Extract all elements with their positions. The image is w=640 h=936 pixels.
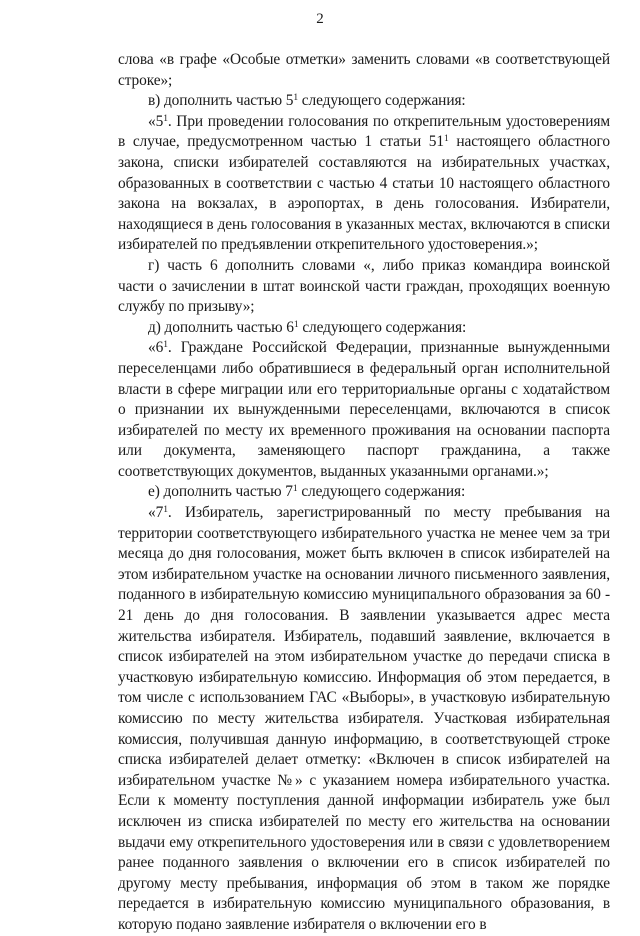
paragraph-text: настоящего областного закона, списки избирателей составляются на избирательных участках, образованных в соответствии с частью 4 статьи 10 настоящего областного закона на вокзалах, в аэропортах, в день голосования. Избиратели, находящиеся в день голосования в указанных местах, включаются в списки избирателей по предъявлении открепительного удостоверения.»; bbox=[118, 133, 610, 254]
document-paragraph bbox=[118, 112, 610, 256]
superscript-index: 1 bbox=[444, 133, 449, 145]
superscript-index: 1 bbox=[163, 112, 168, 124]
document-paragraph bbox=[118, 256, 610, 318]
superscript-index: 1 bbox=[293, 318, 299, 330]
superscript-index: 1 bbox=[293, 91, 299, 103]
paragraph-text: следующего содержания: bbox=[298, 318, 467, 336]
paragraph-text: следующего содержания: bbox=[297, 483, 466, 501]
page-number: 2 bbox=[316, 11, 324, 27]
superscript-index: 1 bbox=[163, 503, 168, 515]
superscript-index: 1 bbox=[292, 483, 298, 495]
document-paragraph bbox=[118, 91, 610, 112]
paragraph-text: слова «в графе «Особые отметки» заменить словами «в соответствующей строке»; bbox=[118, 51, 610, 89]
document-paragraph bbox=[118, 503, 610, 935]
paragraph-text: . Граждане Российской Федерации, признанные вынужденными переселенцами либо обратившиеся в федеральный орган исполнительной власти в сфере миграции или его территориальные органы с ходатайством о признании их вынужденными переселенцами, включаются в список избирателей по месту их временного проживания на основании паспорта или документа, заменяющего паспорт гражданина, а также соответствующих документов, выданных указанными органами.»; bbox=[118, 339, 610, 480]
paragraph-text: «5 bbox=[148, 112, 164, 130]
paragraph-text: в) дополнить частью 5 bbox=[148, 92, 294, 110]
paragraph-text: следующего содержания: bbox=[298, 92, 466, 110]
paragraph-text: г) часть 6 дополнить словами «, либо приказ командира воинской части о зачислении в штат воинской части граждан, проходящих военную службу по призыву»; bbox=[118, 256, 610, 316]
document-paragraph bbox=[118, 482, 610, 503]
paragraph-text: «6 bbox=[148, 339, 164, 357]
document-paragraph bbox=[118, 50, 610, 91]
paragraph-text: . При проведении голосования по открепительным удостоверениям в случае, предусмотренном частью 1 статьи 51 bbox=[118, 112, 610, 151]
superscript-index: 1 bbox=[163, 339, 168, 351]
paragraph-text: д) дополнить частью 6 bbox=[148, 318, 294, 336]
document-paragraph bbox=[118, 338, 610, 482]
paragraph-text: . Избиратель, зарегистрированный по месту пребывания на территории соответствующего избирательного участка не менее чем за три месяца до дня голосования, может быть включен в список избирателей на этом избирательном участке на основании личного письменного заявления, поданного в избирательную комиссию муниципального образования за 60 - 21 день до дня голосования. В заявлении указывается адрес места жительства избирателя. Избиратель, подавший заявление, включается в список избирателей на этом избирательном участке до передачи списка в участковую избирательную комиссию. Информация об этом передается, в том числе с использованием ГАС «Выборы», в участковую избирательную комиссию по месту жительства избирателя. Участковая избирательная комиссия, получившая данную информацию, в соответствующей строке списка избирателей делает отметку: «Включен в список избирателей на избирательном участке №» с указанием номера избирательного участка. Если к моменту поступления данной информации избиратель уже был исключен из списка избирателей по месту его жительства на основании выдачи ему открепительного удостоверения или в связи с удовлетворением ранее поданного заявления о включении его в список избирателей по другому месту пребывания, информация об этом в таком же порядке передается в избирательную комиссию муниципального образования, в которую подано заявление избирателя о включении его в bbox=[118, 504, 610, 933]
document-paragraph bbox=[118, 318, 610, 339]
document-body bbox=[118, 50, 610, 936]
paragraph-text: «7 bbox=[148, 504, 164, 522]
paragraph-text: е) дополнить частью 7 bbox=[148, 483, 293, 501]
